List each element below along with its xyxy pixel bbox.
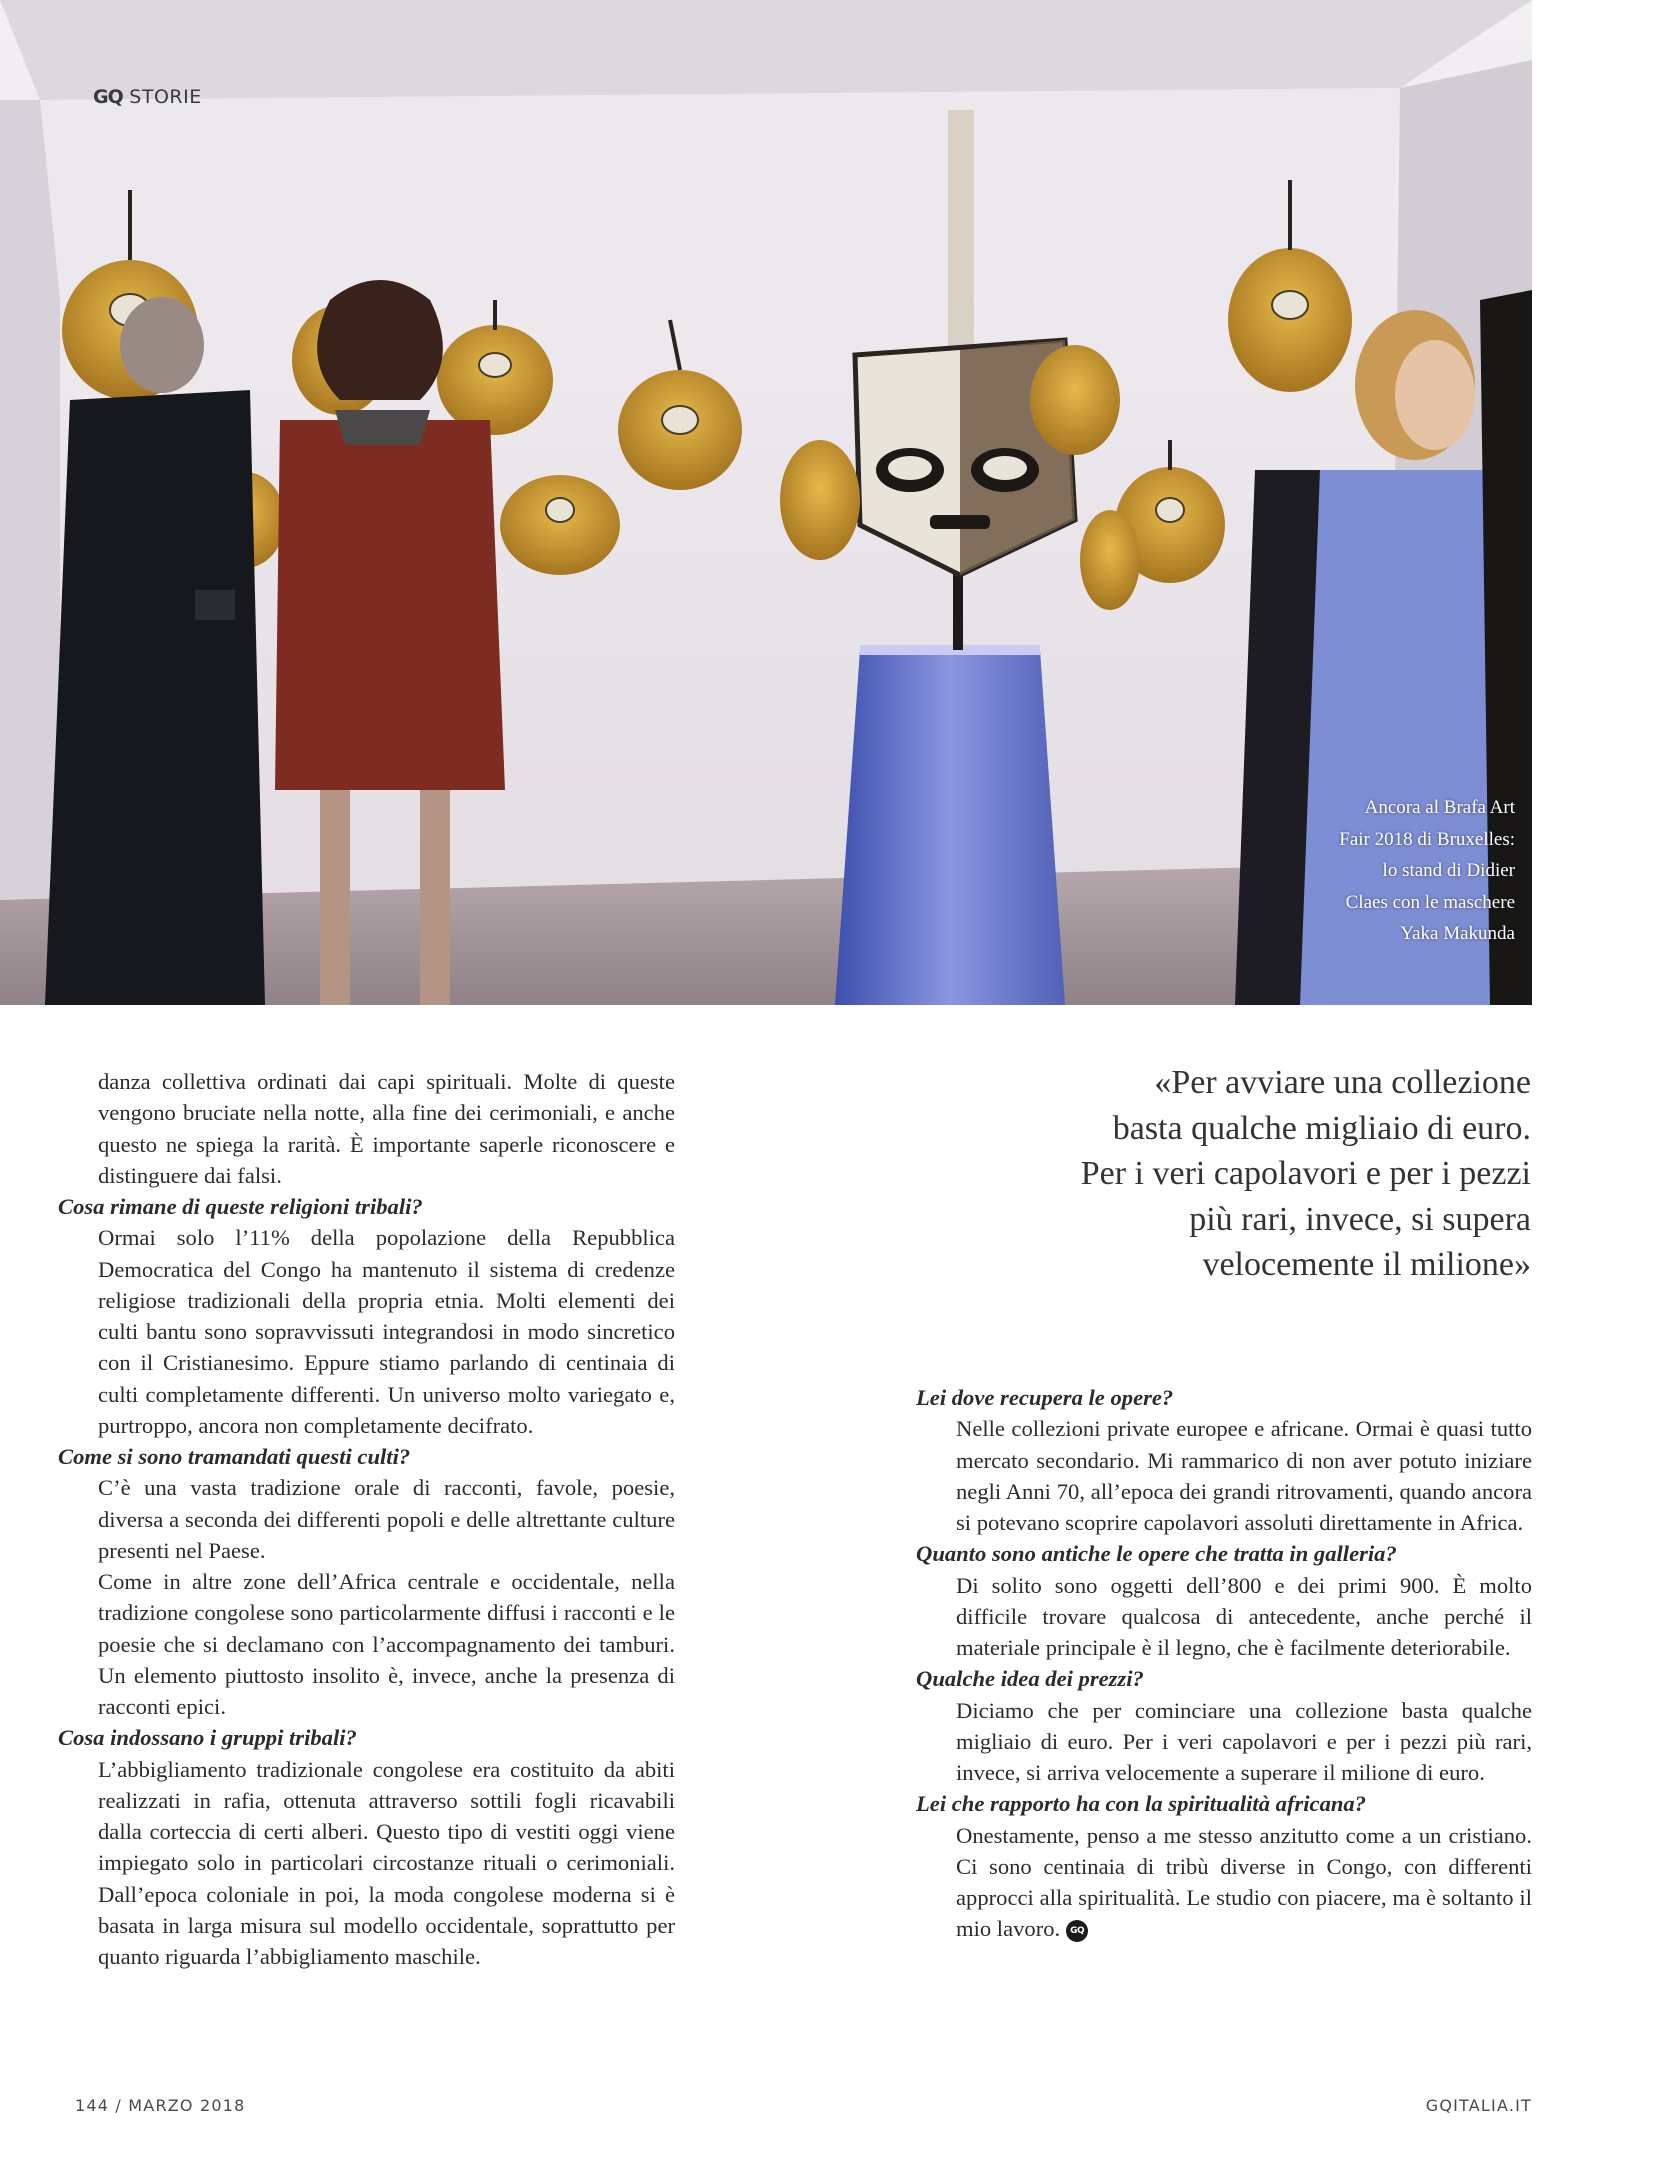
paragraph: C’è una vasta tradizione orale di racconti, favole, poesie, diversa a seconda dei differenti popoli e delle altrettante culture presenti nel Paese. bbox=[98, 1475, 675, 1563]
paragraph-final bbox=[916, 1820, 1532, 1945]
paragraph-final-text: Onestamente, penso a me stesso anzitutto come a un cristiano. Ci sono centinaia di tribù diverse in Congo, con differenti approcci alla spiritualità. Le studio con piacere, ma è soltanto il mio lavoro. bbox=[956, 1822, 1532, 1942]
pull-quote bbox=[960, 1060, 1531, 1288]
paragraph: Di solito sono oggetti dell’800 e dei primi 900. È molto difficile trovare qualcosa di antecedente, anche perché il materiale principale è il legno, che è facilmente deteriorabile. bbox=[956, 1572, 1532, 1660]
pull-quote-line: più rari, invece, si supera bbox=[1189, 1200, 1531, 1238]
interview-question: Lei che rapporto ha con la spiritualità africana? bbox=[916, 1791, 1367, 1817]
pull-quote-line: «Per avviare una collezione bbox=[1154, 1064, 1531, 1101]
photo-caption bbox=[1255, 792, 1515, 950]
interview-question: Come si sono tramandati questi culti? bbox=[58, 1444, 411, 1469]
caption-line: Yaka Makunda bbox=[1400, 923, 1515, 944]
paragraph: L’abbigliamento tradizionale congolese era costituito da abiti realizzati in rafia, ottenuta attraverso sottili fogli ricavabili dalla corteccia di certi alberi. Questo tipo di vestiti oggi viene impiegato solo in particolari circostanze rituali o cerimoniali. Dall’epoca coloniale in poi, la moda congolese moderna si è basata in larga misura sul modello occidentale, soprattutto per quanto riguarda l’abbigliamento maschile. bbox=[98, 1756, 675, 1969]
interview-question: Cosa rimane di queste religioni tribali? bbox=[58, 1194, 423, 1219]
caption-line: lo stand di Didier bbox=[1382, 860, 1515, 881]
caption-line: Claes con le maschere bbox=[1345, 891, 1515, 913]
gq-end-mark-icon: GQ bbox=[1066, 1920, 1088, 1942]
paragraph: Nelle collezioni private europee e africane. Ormai è quasi tutto mercato secondario. Mi rammarico di non aver potuto iniziare negli Anni 70, all’epoca dei grandi ritrovamenti, quando ancora si potevano scoprire capolavori assoluti direttamente in Africa. bbox=[956, 1416, 1532, 1535]
paragraph: Ormai solo l’11% della popolazione della Repubblica Democratica del Congo ha mantenuto il sistema di credenze religiose tradizionali della propria etnia. Molti elementi dei culti bantu sono sopravvissuti integrandosi in modo sincretico con il Cristianesimo. Eppure stiamo parlando di centinaia di culti completamente differenti. Un universo molto variegato e, purtroppo, ancora non completamente decifrato. bbox=[98, 1225, 675, 1438]
pull-quote-line: Per i veri capolavori e per i pezzi bbox=[1080, 1155, 1531, 1192]
pull-quote-line: basta qualche migliaio di euro. bbox=[1112, 1109, 1531, 1147]
site-url: GQITALIA.IT bbox=[1425, 2096, 1532, 2115]
paragraph: danza collettiva ordinati dai capi spirituali. Molte di queste vengono bruciate nella notte, alla fine dei cerimoniali, e anche questo ne spiega la rarità. È importante saperle riconoscere e distinguere dai falsi. bbox=[98, 1069, 675, 1188]
interview-question: Lei dove recupera le opere? bbox=[916, 1385, 1174, 1410]
interview-question: Qualche idea dei prezzi? bbox=[916, 1666, 1144, 1692]
exhibition-photo bbox=[0, 0, 1532, 1005]
caption-line: Ancora al Brafa Art bbox=[1364, 797, 1515, 818]
paragraph: Diciamo che per cominciare una collezione basta qualche migliaio di euro. Per i veri capolavori e per i pezzi più rari, invece, si arriva velocemente a superare il milione di euro. bbox=[956, 1697, 1532, 1785]
section-brand: GQ bbox=[93, 86, 123, 108]
section-name: STORIE bbox=[129, 86, 202, 108]
caption-line: Fair 2018 di Bruxelles: bbox=[1339, 828, 1515, 850]
interview-question: Quanto sono antiche le opere che tratta in galleria? bbox=[916, 1541, 1397, 1567]
right-column bbox=[916, 1382, 1532, 1945]
pull-quote-line: velocemente il milione» bbox=[1202, 1246, 1531, 1283]
page-folio: 144 / MARZO 2018 bbox=[75, 2096, 246, 2115]
left-column bbox=[58, 1066, 675, 1972]
section-tag bbox=[93, 86, 202, 108]
paragraph: Come in altre zone dell’Africa centrale e occidentale, nella tradizione congolese sono particolarmente diffusi i racconti e le poesie che si declamano con l’accompagnamento dei tamburi. Un elemento piuttosto insolito è, invece, anche la presenza di racconti epici. bbox=[98, 1569, 675, 1719]
interview-question: Cosa indossano i gruppi tribali? bbox=[58, 1725, 357, 1751]
